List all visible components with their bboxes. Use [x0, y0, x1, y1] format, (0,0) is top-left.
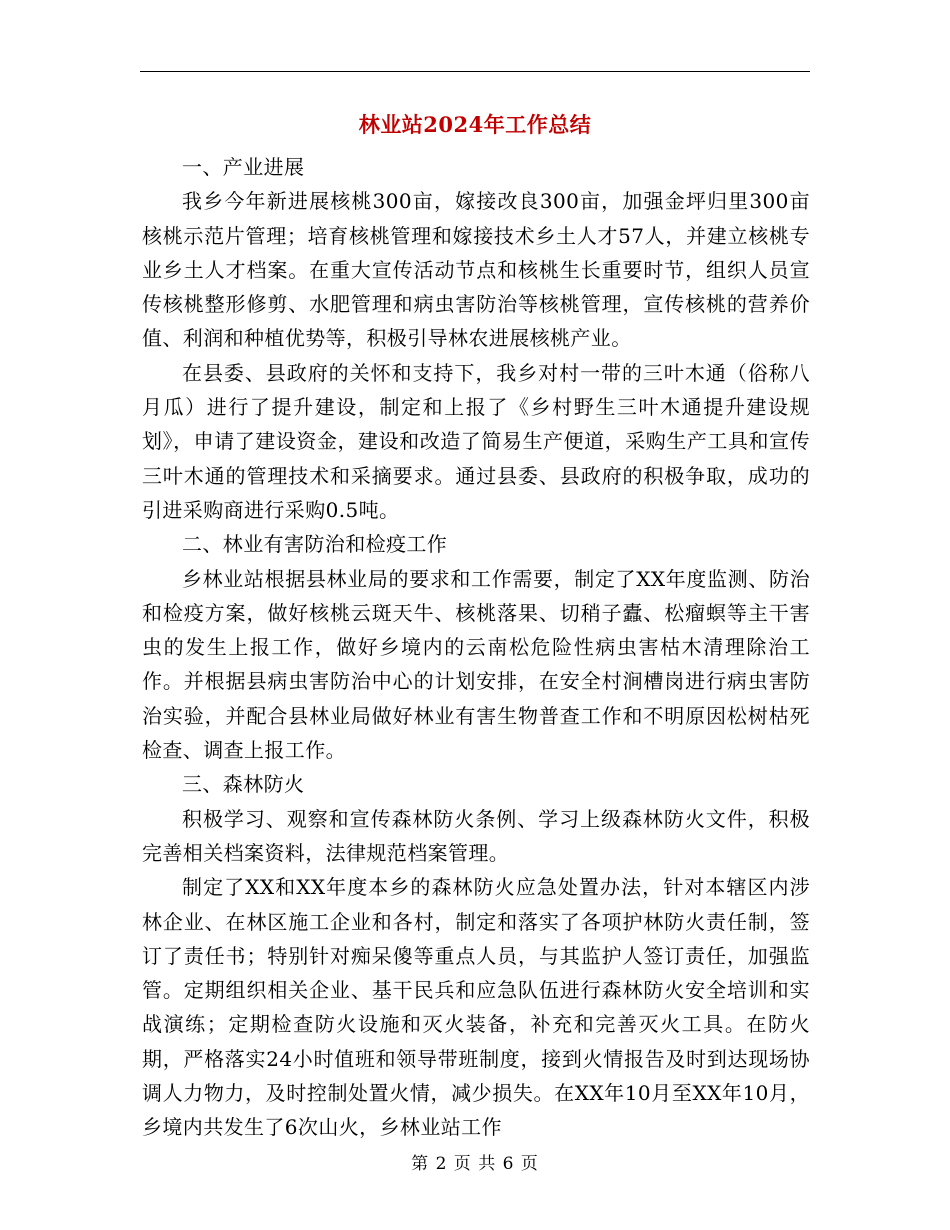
header-rule	[140, 71, 810, 72]
document-title: 林业站2024年工作总结	[358, 112, 592, 137]
section-heading-industry: 一、产业进展	[182, 155, 305, 179]
paragraph-fire-study: 积极学习、观察和宣传森林防火条例、学习上级森林防火文件，积极完善相关档案资料，法律规范档案管理。	[142, 806, 810, 865]
paragraph-walnut: 我乡今年新进展核桃300亩，嫁接改良300亩，加强金坪归里300亩核桃示范片管理；培育核桃管理和嫁接技术乡土人才57人，并建立核桃专业乡土人才档案。在重大宣传活动节点和核桃生长重要时节，组织人员宣传核桃整形修剪、水肥管理和病虫害防治等核桃管理，宣传核桃的营养价值、利润和种植优势等，积极引导林农进展核桃产业。	[142, 189, 810, 351]
document-body	[142, 150, 810, 1145]
paragraph-pest-control: 乡林业站根据县林业局的要求和工作需要，制定了XX年度监测、防治和检疫方案，做好核桃云斑天牛、核桃落果、切稍子蠹、松瘤螟等主干害虫的发生上报工作，做好乡境内的云南松危险性病虫害枯木清理除治工作。并根据县病虫害防治中心的计划安排，在安全村涧槽岗进行病虫害防治实验，并配合县林业局做好林业有害生物普查工作和不明原因松树枯死检查、调查上报工作。	[142, 566, 810, 763]
paragraph-akebia: 在县委、县政府的关怀和支持下，我乡对村一带的三叶木通（俗称八月瓜）进行了提升建设，制定和上报了《乡村野生三叶木通提升建设规划》，申请了建设资金，建设和改造了简易生产便道，采购生产工具和宣传三叶木通的管理技术和采摘要求。通过县委、县政府的积极争取，成功的引进采购商进行采购0.5吨。	[142, 360, 810, 522]
paragraph-fire-plan: 制定了XX和XX年度本乡的森林防火应急处置办法，针对本辖区内涉林企业、在林区施工企业和各村，制定和落实了各项护林防火责任制，签订了责任书；特别针对痴呆傻等重点人员，与其监护人签订责任，加强监管。定期组织相关企业、基干民兵和应急队伍进行森林防火安全培训和实战演练；定期检查防火设施和灭火装备，补充和完善灭火工具。在防火期，严格落实24小时值班和领导带班制度，接到火情报告及时到达现场协调人力物力，及时控制处置火情，减少损失。在XX年10月至XX年10月，乡境内共发生了6次山火，乡林业站工作	[142, 875, 810, 1140]
section-heading-pest-control: 二、林业有害防治和检疫工作	[182, 532, 448, 557]
section-heading-fire-prevention: 三、森林防火	[182, 772, 305, 797]
page-number: 第 2 页 共 6 页	[411, 1154, 539, 1174]
